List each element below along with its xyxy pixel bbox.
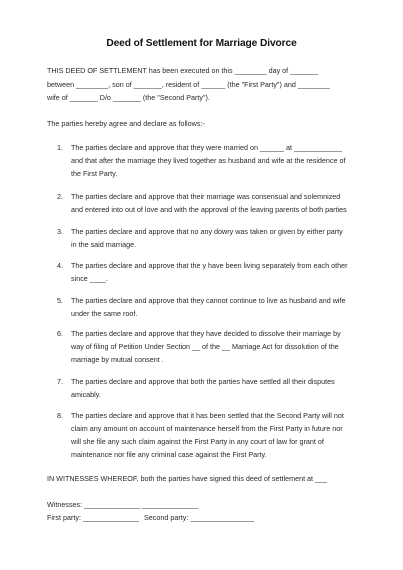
- clause-3-line-1: The parties declare and approve that no any dowry was taken or given by either party: [71, 227, 343, 236]
- intro-line-2: between ________, son of _______, resident of ______ (the "First Party") and ________: [47, 80, 330, 89]
- clause-8-line-4: maintenance nor file any criminal case against the First Party.: [71, 450, 267, 459]
- intro-line-1: THIS DEED OF SETTLEMENT has been executed on this ________ day of _______: [47, 66, 319, 75]
- clause-number: 3.: [57, 227, 63, 236]
- clause-7-line-1: The parties declare and approve that both the parties have settled all their disputes: [71, 377, 335, 386]
- clause-number: 8.: [57, 411, 63, 420]
- clause-4-line-1: The parties declare and approve that the y have been living separately from each other: [71, 261, 348, 270]
- intro-line-3: wife of _______ D/o _______ (the "Second Party").: [47, 93, 210, 102]
- declare-intro: The parties hereby agree and declare as follows:-: [47, 119, 205, 128]
- clause-number: 1.: [57, 143, 63, 152]
- witness-statement: IN WITNESSES WHEREOF, both the parties have signed this deed of settlement at ___: [47, 474, 328, 483]
- clause-number: 2.: [57, 192, 63, 201]
- first-party-line: First party: ______________: [47, 513, 139, 522]
- clause-1-line-2: and that after the marriage they lived together as husband and wife at the residence of: [71, 156, 346, 165]
- document-title: Deed of Settlement for Marriage Divorce: [106, 38, 297, 49]
- clause-5-line-1: The parties declare and approve that they cannot continue to live as husband and wife: [71, 296, 346, 305]
- clause-5-line-2: under the same roof.: [71, 309, 138, 318]
- witnesses-line: Witnesses: ______________ ______________: [47, 500, 199, 509]
- clause-6-line-3: marriage by mutual consent .: [71, 355, 164, 364]
- clause-7-line-2: amicably.: [71, 390, 101, 399]
- clause-2-line-2: and entered into out of love and with the approval of the leaving parents of both parties: [71, 205, 347, 214]
- clause-number: 5.: [57, 296, 63, 305]
- clause-number: 4.: [57, 261, 63, 270]
- clause-6-line-2: way of filing of Petition Under Section __ of the __ Marriage Act for dissolution of the: [71, 342, 339, 351]
- clause-8-line-2: claim any amount on account of maintenance herself from the First Party in future nor: [71, 424, 343, 433]
- clause-2-line-1: The parties declare and approve that their marriage was consensual and solemnized: [71, 192, 341, 201]
- clause-number: 7.: [57, 377, 63, 386]
- clause-1-line-3: the First Party.: [71, 169, 118, 178]
- second-party-line: Second party: ________________: [144, 513, 255, 522]
- clause-1-line-1: The parties declare and approve that they were married on ______ at ____________: [71, 143, 342, 152]
- clause-number: 6.: [57, 329, 63, 338]
- clause-8-line-1: The parties declare and approve that it has been settled that the Second Party will not: [71, 411, 344, 420]
- clause-6-line-1: The parties declare and approve that they have decided to dissolve their marriage by: [71, 329, 341, 338]
- clause-4-line-2: since ____.: [71, 274, 108, 283]
- clause-3-line-2: in the said marriage.: [71, 240, 137, 249]
- clause-8-line-3: will she file any such claim against the First Party in any court of law for grant of: [71, 437, 324, 446]
